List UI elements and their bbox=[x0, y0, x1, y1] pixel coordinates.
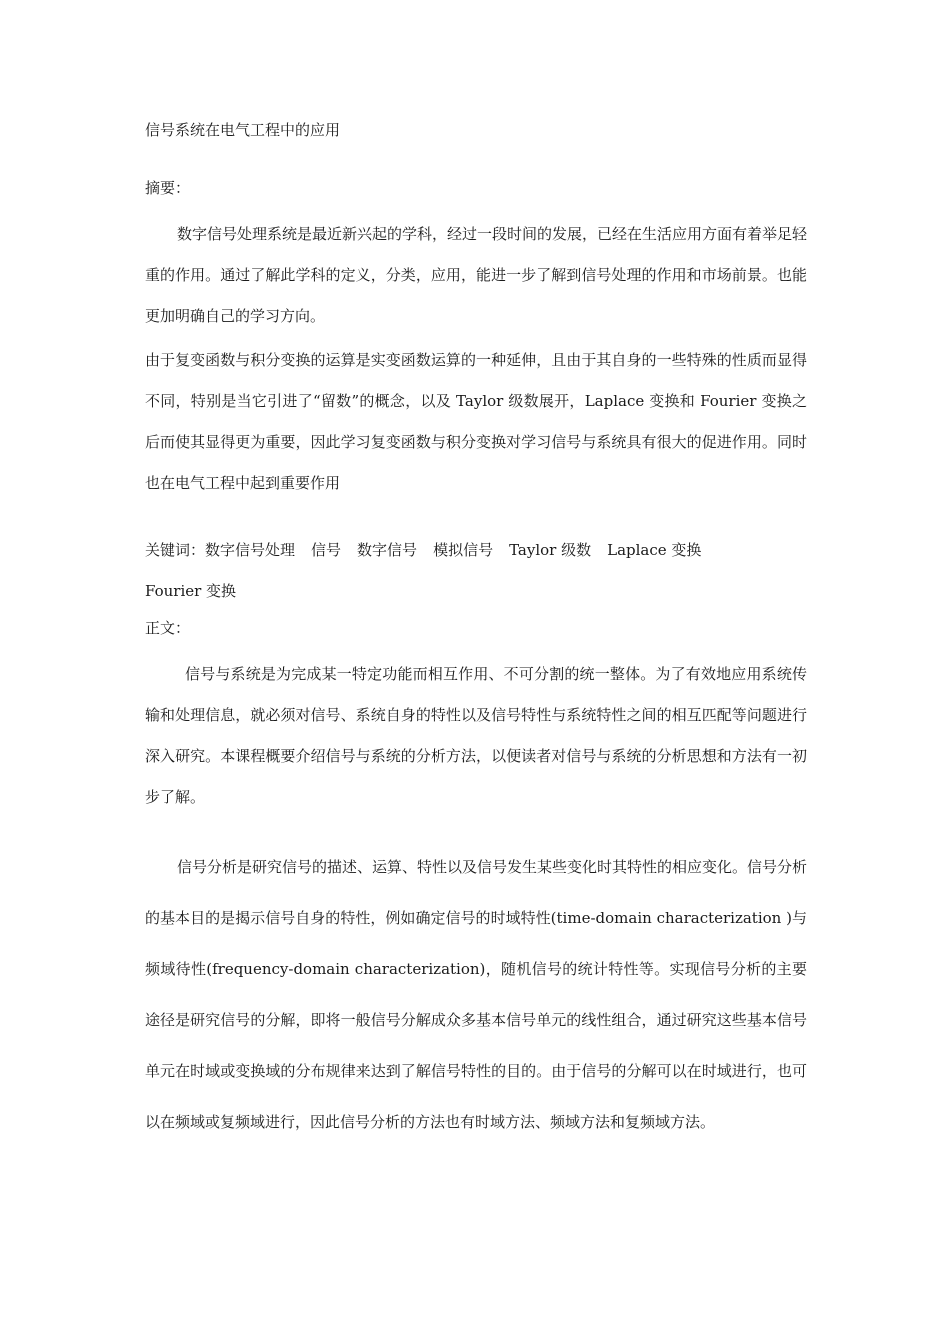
keyword: Fourier 变换 bbox=[145, 582, 237, 600]
keyword: 信号 bbox=[311, 541, 342, 559]
body-paragraph: 信号分析是研究信号的描述、运算、特性以及信号发生某些变化时其特性的相应变化。信号分析的基本目的是揭示信号自身的特性，例如确定信号的时域特性(time-domain characterization )与频域待性(frequency-domain characterization)，随机信号的统计特性等。实现信号分析的主要途径是研究信号的分解，即将一般信号分解成众多基本信号单元的线性组合，通过研究这些基本信号单元在时域或变换域的分布规律来达到了解信号特性的目的。由于信号的分解可以在时域进行，也可以在频域或复频域进行，因此信号分析的方法也有时域方法、频域方法和复频域方法。 bbox=[145, 858, 808, 1131]
abstract-label: 摘要： bbox=[145, 179, 191, 197]
keyword: Laplace 变换 bbox=[607, 541, 702, 559]
abstract-paragraph: 由于复变函数与积分变换的运算是实变函数运算的一种延伸，且由于其自身的一些特殊的性质而显得不同，特别是当它引进了“留数”的概念，以及 Taylor 级数展开，Laplace 变换和 Fourier 变换之后而使其显得更为重要，因此学习复变函数与积分变换对学习信号与系统具有很大的促进作用。同时也在电气工程中起到重要作用 bbox=[145, 351, 807, 492]
body-label: 正文： bbox=[145, 619, 191, 637]
keyword: 数字信号 bbox=[357, 541, 418, 559]
abstract-paragraph: 数字信号处理系统是最近新兴起的学科，经过一段时间的发展，已经在生活应用方面有着举足轻重的作用。通过了解此学科的定义，分类，应用，能进一步了解到信号处理的作用和市场前景。也能更加明确自己的学习方向。 bbox=[145, 225, 808, 325]
body-paragraph: 信号与系统是为完成某一特定功能而相互作用、不可分割的统一整体。为了有效地应用系统传输和处理信息，就必须对信号、系统自身的特性以及信号特性与系统特性之间的相互匹配等问题进行深入研究。本课程概要介绍信号与系统的分析方法，以便读者对信号与系统的分析思想和方法有一初步了解。 bbox=[145, 665, 807, 806]
keyword: 数字信号处理 bbox=[205, 541, 296, 559]
keyword: 模拟信号 bbox=[433, 541, 494, 559]
keyword: Taylor 级数 bbox=[509, 541, 592, 559]
keywords-line bbox=[145, 530, 807, 612]
keywords-label: 关键词： bbox=[145, 541, 206, 559]
document-title: 信号系统在电气工程中的应用 bbox=[145, 121, 341, 139]
